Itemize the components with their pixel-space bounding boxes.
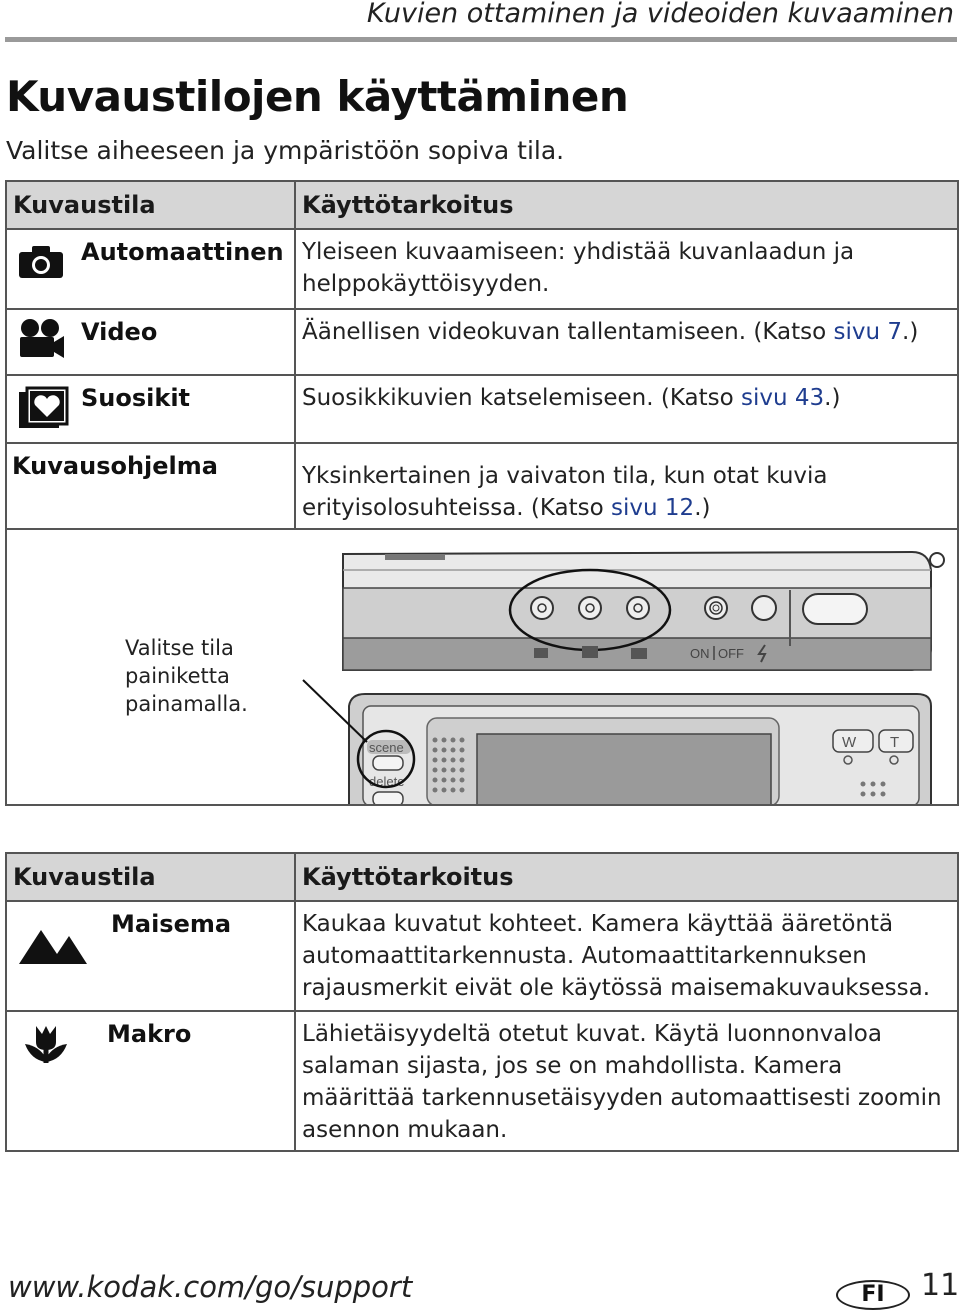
mode-table-2	[5, 852, 959, 1152]
mode-table-1	[5, 180, 959, 806]
table-row	[6, 309, 958, 375]
landscape-mountains-icon	[17, 922, 89, 966]
figure-row	[6, 529, 958, 805]
mode-name-video: Video	[81, 318, 158, 346]
desc-video-end: .)	[902, 319, 919, 345]
link-sivu-7[interactable]: sivu 7	[833, 319, 903, 345]
header-purpose-2: Käyttötarkoitus	[295, 853, 958, 901]
mode-name-favorites: Suosikit	[81, 384, 191, 412]
header-mode: Kuvaustila	[6, 181, 295, 229]
video-camera-icon	[17, 318, 65, 362]
mode-cell-scene	[6, 443, 295, 529]
mode-cell-auto	[6, 229, 295, 309]
scene-label: scene	[369, 740, 404, 755]
mode-name-scene: Kuvausohjelma	[12, 452, 218, 480]
delete-label: delete	[369, 774, 405, 789]
page-number: 11	[921, 1268, 960, 1303]
table-header-row	[6, 181, 958, 229]
link-sivu-43[interactable]: sivu 43	[741, 385, 825, 411]
header-rule	[5, 37, 957, 42]
mode-name-macro: Makro	[107, 1020, 192, 1048]
desc-auto: Yleiseen kuvaamiseen: yhdistää kuvanlaadun ja helppokäyttöisyyden.	[295, 229, 958, 309]
link-sivu-12[interactable]: sivu 12	[611, 495, 695, 521]
mode-cell-landscape	[6, 901, 295, 1011]
desc-favorites-text: Suosikkikuvien katselemiseen. (Katso	[302, 385, 741, 411]
favorites-heart-icon	[17, 386, 69, 432]
camera-figure	[6, 529, 958, 805]
macro-flower-icon	[19, 1022, 73, 1068]
desc-video-text: Äänellisen videokuvan tallentamiseen. (Katso	[302, 319, 834, 345]
table-row	[6, 443, 958, 529]
page-title: Kuvaustilojen käyttäminen	[6, 72, 629, 121]
on-label: ON	[690, 646, 710, 661]
figure-caption: Valitse tila painiketta painamalla.	[125, 636, 248, 716]
desc-video	[295, 309, 958, 375]
desc-landscape: Kaukaa kuvatut kohteet. Kamera käyttää ääretöntä automaattitarkennusta. Automaattitarkennuksen rajausmerkit eivät ole käytössä maisemakuvauksessa.	[295, 901, 958, 1011]
off-label: OFF	[718, 646, 744, 661]
mode-cell-favorites	[6, 375, 295, 443]
header-purpose: Käyttötarkoitus	[295, 181, 958, 229]
desc-scene-text: Yksinkertainen ja vaivaton tila, kun otat kuvia erityisolosuhteissa. (Katso	[302, 463, 828, 521]
mode-name-auto: Automaattinen	[81, 238, 284, 266]
language-badge: FI	[836, 1280, 910, 1310]
desc-scene	[295, 443, 958, 529]
footer-url[interactable]: www.kodak.com/go/support	[8, 1270, 413, 1304]
mode-cell-macro	[6, 1011, 295, 1151]
header-mode-2: Kuvaustila	[6, 853, 295, 901]
desc-scene-end: .)	[694, 495, 711, 521]
zoom-tele-label: T	[890, 734, 900, 751]
intro-text: Valitse aiheeseen ja ympäristöön sopiva tila.	[6, 136, 565, 165]
zoom-wide-label: W	[842, 734, 857, 751]
running-head: Kuvien ottaminen ja videoiden kuvaaminen	[366, 0, 954, 29]
table-row	[6, 901, 958, 1011]
mode-cell-video	[6, 309, 295, 375]
table-header-row	[6, 853, 958, 901]
desc-macro: Lähietäisyydeltä otetut kuvat. Käytä luonnonvaloa salaman sijasta, jos se on mahdollista. Kamera määrittää tarkennusetäisyyden automaattisesti zoomin asennon mukaan.	[295, 1011, 958, 1151]
mode-name-landscape: Maisema	[111, 910, 232, 938]
table-row	[6, 1011, 958, 1151]
camera-icon	[17, 243, 65, 279]
table-row	[6, 375, 958, 443]
table-row	[6, 229, 958, 309]
desc-favorites-end: .)	[824, 385, 841, 411]
desc-favorites	[295, 375, 958, 443]
